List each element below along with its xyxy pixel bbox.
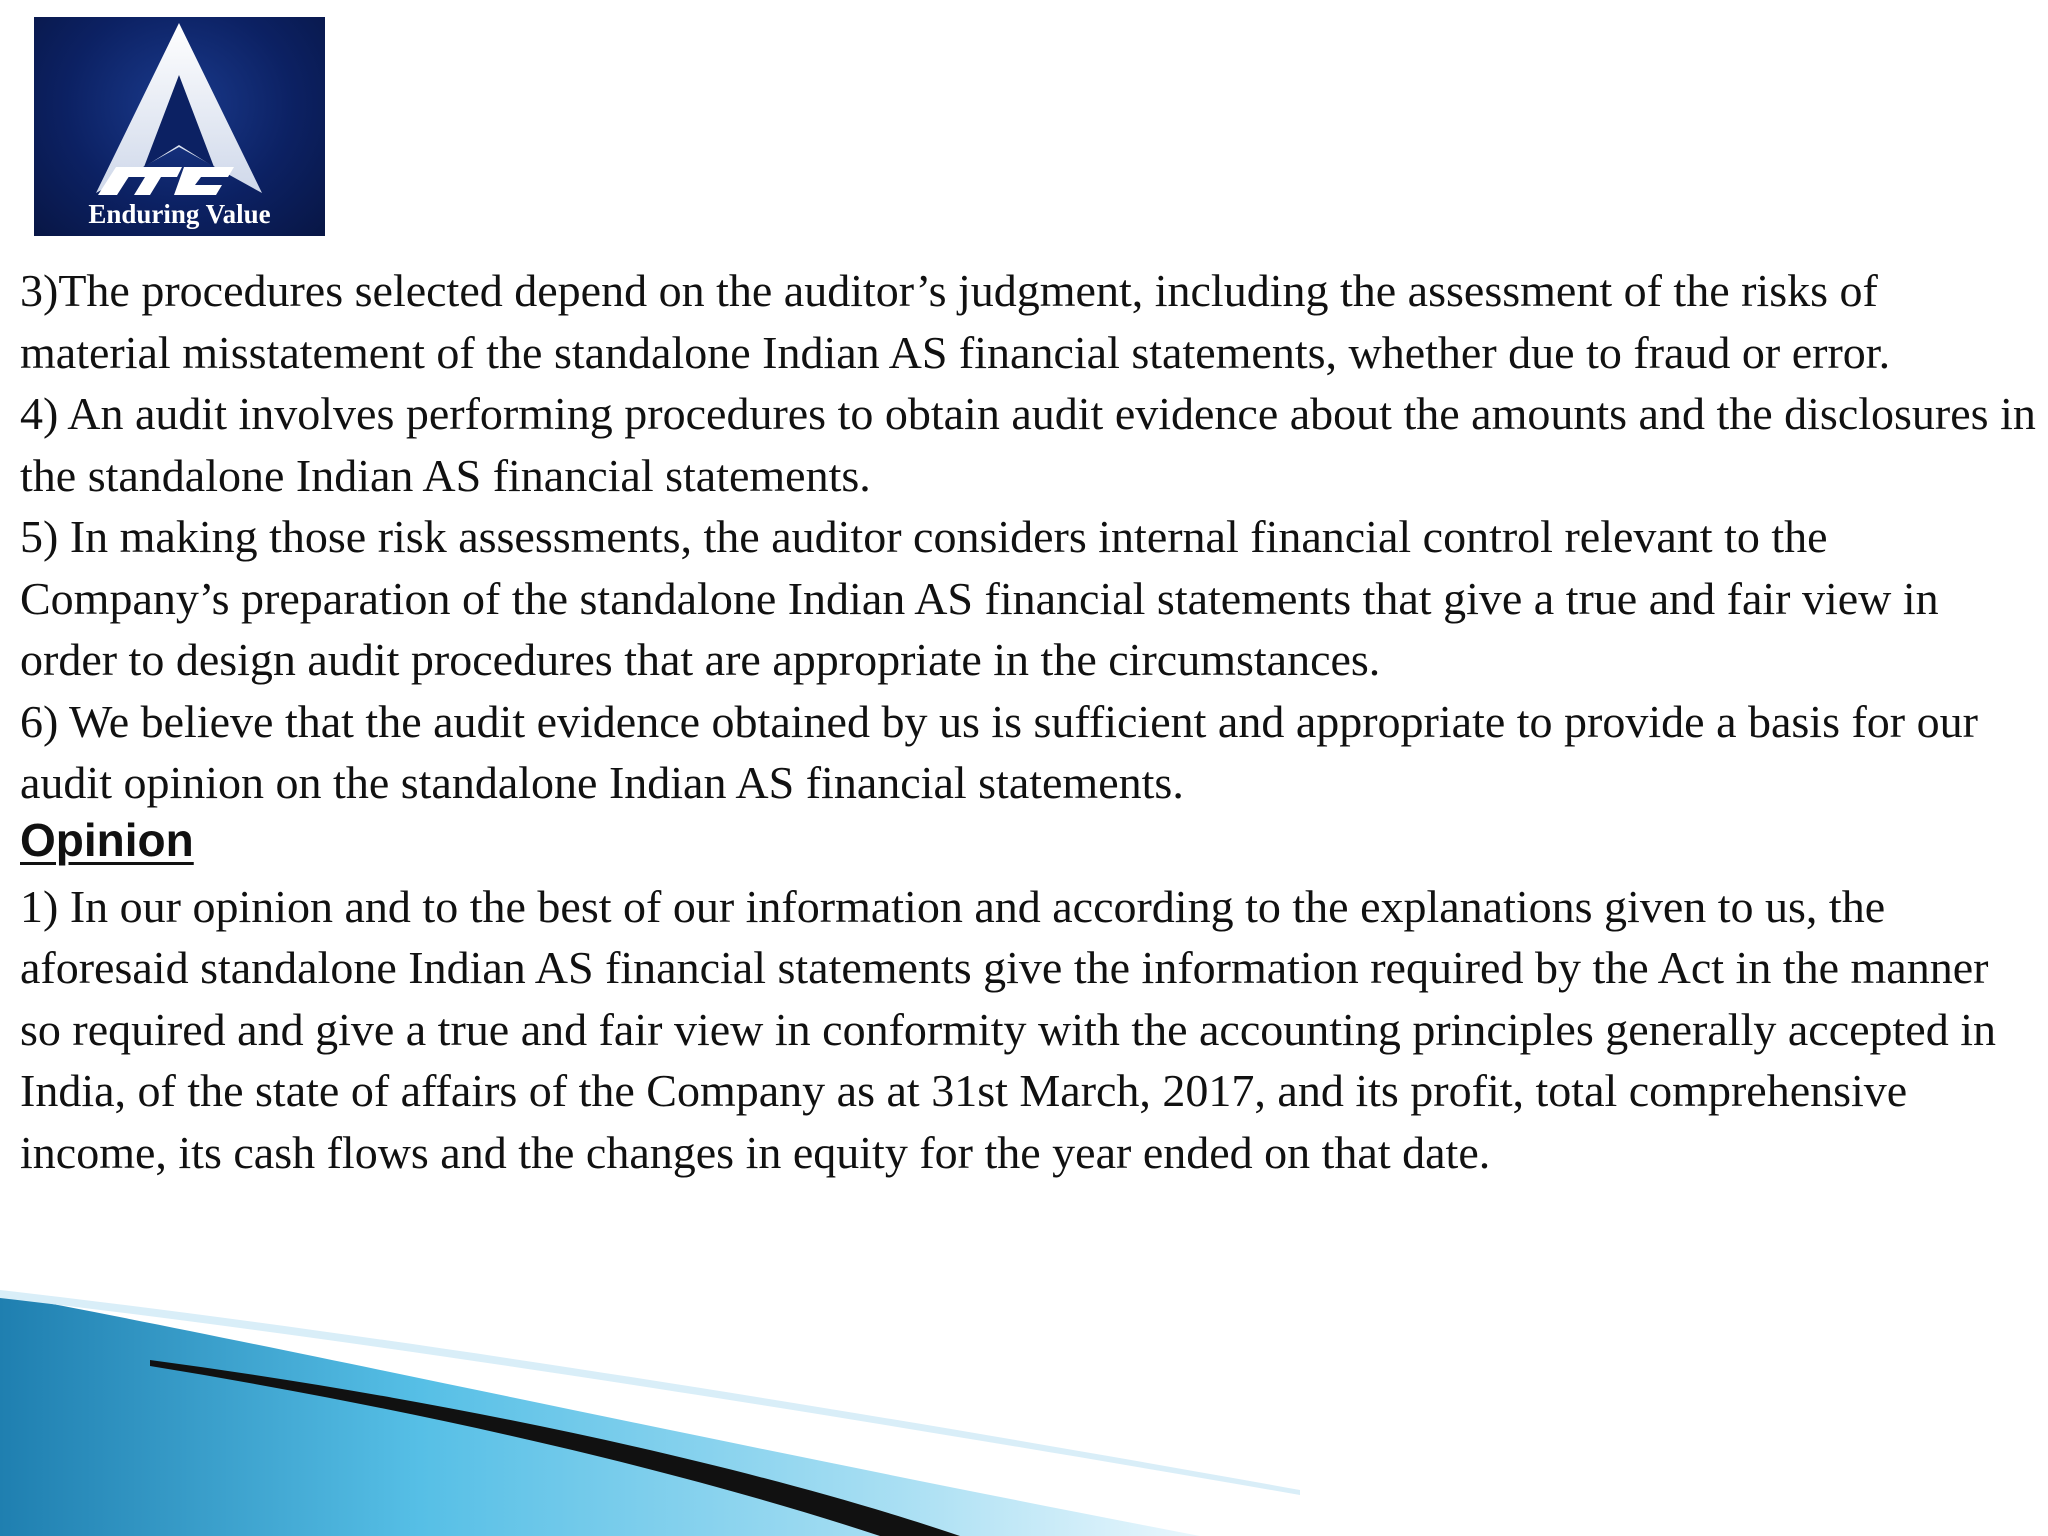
- itc-logo: [34, 17, 325, 236]
- audit-paragraph-3: 3)The procedures selected depend on the auditor’s judgment, including the assessment of the risks of material misstatement of the standalone Indian AS financial statements, whether due to fraud or error.: [20, 265, 1891, 378]
- decorative-swoosh: [0, 1290, 2048, 1536]
- opinion-paragraph-1: 1) In our opinion and to the best of our information and according to the explanations given to us, the aforesaid standalone Indian AS financial statements give the information required by the Act in the manner so required and give a true and fair view in conformity with the accounting principles generally accepted in India, of the state of affairs of the Company as at 31st March, 2017, and its profit, total comprehensive income, its cash flows and the changes in equity for the year ended on that date.: [20, 880, 1997, 1178]
- audit-paragraph-6: 6) We believe that the audit evidence obtained by us is sufficient and appropriate to provide a basis for our audit opinion on the standalone Indian AS financial statements.: [20, 695, 1978, 808]
- opinion-heading: Opinion: [20, 813, 194, 866]
- logo-tagline: Enduring Value: [88, 199, 271, 229]
- audit-paragraph-4: 4) An audit involves performing procedures to obtain audit evidence about the amounts and the disclosures in the standalone Indian AS financial statements.: [20, 388, 2036, 501]
- slide-body: [20, 260, 2040, 1183]
- audit-paragraph-5: 5) In making those risk assessments, the auditor considers internal financial control relevant to the Company’s preparation of the standalone Indian AS financial statements that give a true and fair view in order to design audit procedures that are appropriate in the circumstances.: [20, 511, 1939, 685]
